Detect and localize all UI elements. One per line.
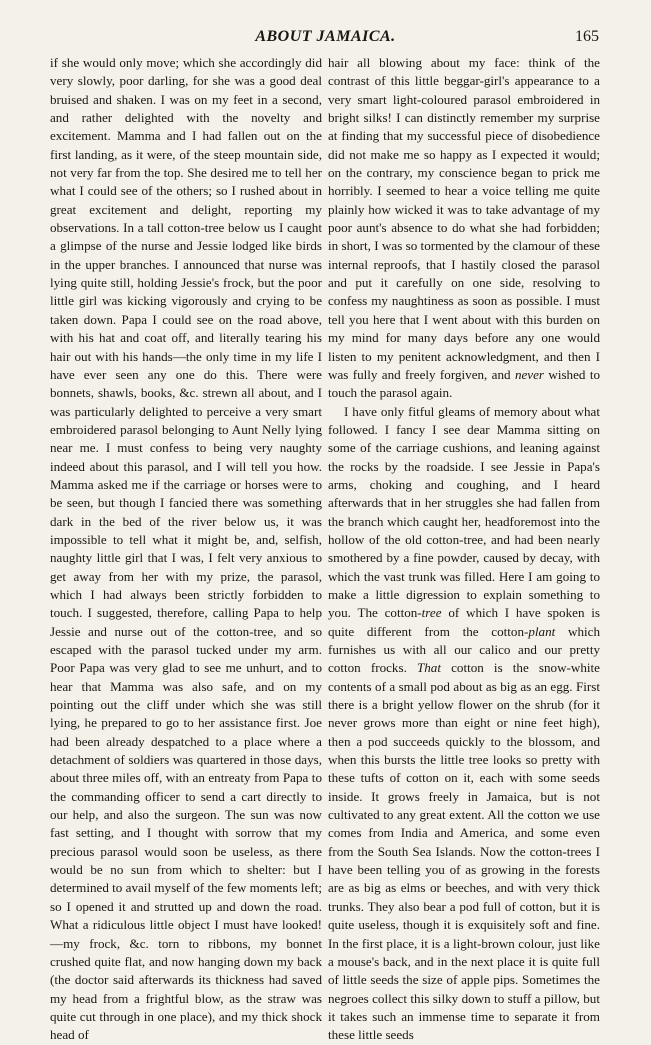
text-run: cotton is the snow-white contents of a small pod about as big as an egg. First there is a bright yellow flower on the shrub (for it never grows more than eight or nine feet high), then a pod succeeds quickly to the blossom, and when this bursts the little tree looks so pretty with these tufts of cotton on it, each with some seeds inside. It grows freely in Jamaica, but is not cultivated to any great extent. All the cotton we use comes from India and America, and some even from the South Sea Islands. Now the cotton-trees I have been telling you of as growing in the forests are as big as elms or beeches, and with very thick trunks. They also bear a pod full of cotton, but it is quite useless, though it is exquisitely soft and fine. In the first place, it is a light-brown colour, just like a mouse's back, and in the next place it is quite full of little seeds the size of apple pips. Sometimes the negroes collect this silky down to stuff a pillow, but it takes such an immense time to separate it from these little seeds [328, 660, 600, 1043]
text-run: hair all blowing about my face: think of the contrast of this little beggar-girl's appearance to a very smart light-coloured parasol embroidered in bright silks! I can distinctly remember my surprise at finding that my successful piece of disobedience did not make me so happy as I expected it would; on the contrary, my conscience began to prick me horribly. I seemed to hear a voice telling me quite plainly how wicked it was to take advantage of my poor aunt's absence to do what she had forbidden; in short, I was so tormented by the clamour of these internal reproofs, that I hastily closed the parasol and put it carefully on one side, resolving to confess my naughtiness as soon as possible. I must tell you here that I went about with this burden on my mind for many days before any one would listen to my penitent acknowledgment, and then I was fully and freely forgiven, and [328, 55, 600, 382]
left-column [50, 54, 322, 1045]
emphasis-that: That [416, 660, 441, 676]
running-title: ABOUT JAMAICA. [255, 28, 396, 45]
emphasis-never: never [514, 366, 545, 382]
page-header [0, 28, 651, 52]
page-number: 165 [575, 28, 599, 45]
paragraph-continued [328, 54, 600, 403]
emphasis-plant: plant [528, 623, 556, 639]
text-run: of which I have spoken is quite different from the cotton- [328, 605, 600, 639]
text-run: I have only fitful gleams of memory about what followed. I fancy I see dear Mamma sitting on some of the carriage cushions, and leaning against the rocks by the roadside. I see Jessie in Papa's arms, choking and coughing, and I heard afterwards that in her struggles she had fallen from the branch which caught her, headforemost into the hollow of the old cotton-tree, and had been nearly smothered by a fine powder, caused by decay, with which the vast trunk was filled. Here I am going to make a little digression to explain something to you. The cotton- [328, 403, 600, 621]
text-run: which furnishes us with all our calico and our pretty cotton frocks. [328, 623, 600, 676]
right-column [328, 54, 600, 1045]
paragraph [328, 403, 600, 1045]
text-run: wished to touch the parasol again. [328, 366, 600, 401]
emphasis-tree: tree [421, 605, 442, 621]
paragraph-continued: if she would only move; which she accordingly did very slowly, poor darling, for she was a good deal bruised and shaken. I was on my feet in a second, and rather delighted with the novelty and excitement. Mamma and I had fallen out on the first landing, as it were, of the steep mountain side, not very far from the top. She desired me to tell her what I could see of the others; so I rushed about in great excitement and delight, reporting my observations. In a tall cotton-tree below us I caught a glimpse of the nurse and Jessie lodged like birds in the upper branches. I announced that nurse was lying quite still, holding Jessie's frock, but the poor little girl was kicking vigorously and crying to be taken down. Papa I could see on the road above, with his hat and coat off, and literally tearing his hair out with his hands—the only time in my life I have ever seen any one do this. There were bonnets, shawls, books, &c. strewn all about, and I was particularly delighted to perceive a very smart embroidered parasol belonging to Aunt Nelly lying near me. I must confess to being very naughty indeed about this parasol, and I will tell you how. Mamma asked me if the carriage or horses were to be seen, but though I fancied there was something dark in the bed of the river below us, it was impossible to tell what it might be, and, selfish, naughty little girl that I was, I felt very anxious to get away from her with my prize, the parasol, which I had always been strictly forbidden to touch. I suggested, therefore, calling Papa to help Jessie and nurse out of the cotton-tree, and so escaped with the parasol tucked under my arm. Poor Papa was very glad to see me unhurt, and to hear that Mamma was also safe, and on my pointing out the cliff under which she was still lying, he prepared to go to her assistance first. Joe had been already despatched to a place where a detachment of soldiers was quartered in those days, about three miles off, with an entreaty from Papa to the commanding officer to send a cart directly to our help, and also the surgeon. The sun was now fast setting, and I thought with sorrow that my precious parasol would soon be useless, as there would be no sun from which to shelter: but I determined to avail myself of the few moments left; so I opened it and strutted up and down the road. What a ridiculous little object I must have looked!—my frock, &c. torn to ribbons, my bonnet crushed quite flat, and now hanging down my back (the doctor said afterwards its thickness had saved my head from a frightful blow, as the straw was quite cut through in one place), and my thick shock head of [50, 55, 322, 1043]
